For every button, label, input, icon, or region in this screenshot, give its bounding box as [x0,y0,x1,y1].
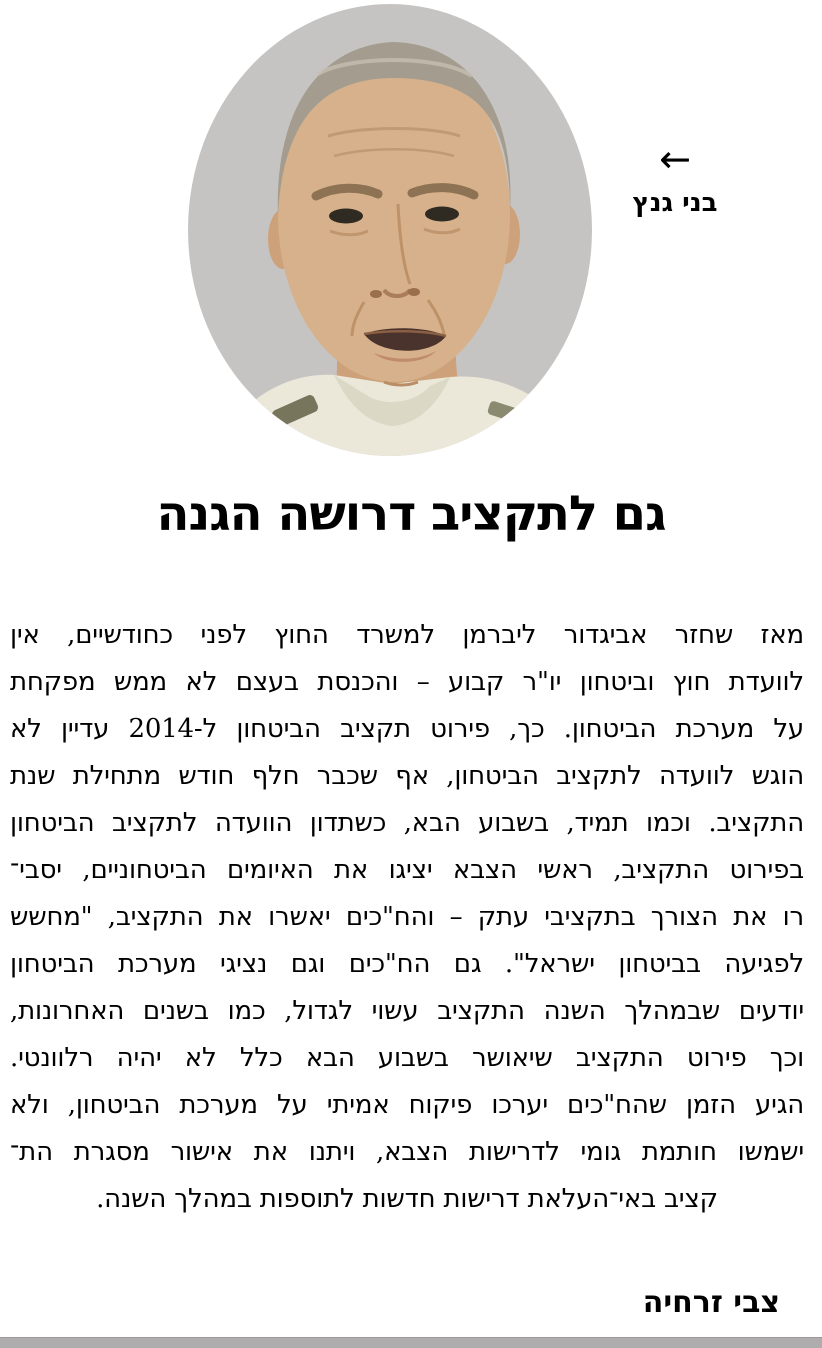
byline: צבי זרחיה [642,1285,780,1320]
body-line: התקציב. וכמו תמיד, בשבוע הבא, כשתדון הוועדה לתקציב הביטחון [10,808,804,838]
body-line: רו את הצורך בתקציבי עתק – והח"כים יאשרו את התקציב, "מחשש [10,902,804,932]
article-body [10,612,804,1223]
body-line: על מערכת הביטחון. כך, פירוט תקציב הביטחון ל-2014 עדיין לא [10,714,804,744]
arrow-left-icon: ← [659,137,691,181]
body-line: לפגיעה בביטחון ישראל". גם הח"כים וגם נציגי מערכת הביטחון [10,949,804,979]
body-line: וכך פירוט התקציב שיאושר בשבוע הבא כלל לא יהיה רלוונטי. [10,1043,804,1073]
body-line: לוועדת חוץ וביטחון יו"ר קבוע – והכנסת בעצם לא ממש מפקחת [10,667,804,697]
body-line: בפירוט התקציב, ראשי הצבא יציגו את האיומים הביטחוניים, יסבי־ [10,855,804,885]
photo-caption: בני גנץ [632,188,718,218]
body-line: מאז שחזר אביגדור ליברמן למשרד החוץ לפני כחודשיים, אין [10,620,804,650]
body-line: הוגש לוועדה לתקציב הביטחון, אף שכבר חלף חודש מתחילת שנת [10,761,804,791]
body-line: ישמשו חותמת גומי לדרישות הצבא, ויתנו את אישור מסגרת הת־ [10,1137,804,1167]
body-line: הגיע הזמן שהח"כים יערכו פיקוח אמיתי על מערכת הביטחון, ולא [10,1090,804,1120]
portrait-photo [188,4,592,456]
bottom-bar [0,1337,822,1348]
article-headline: גם לתקציב דרושה הגנה [156,486,666,542]
body-line: קציב באי־העלאת דרישות חדשות לתוספות במהלך השנה. [96,1184,718,1214]
body-line: יודעים שבמהלך השנה התקציב עשוי לגדול, כמו בשנים האחרונות, [10,996,804,1026]
portrait-illustration-icon [188,4,592,456]
